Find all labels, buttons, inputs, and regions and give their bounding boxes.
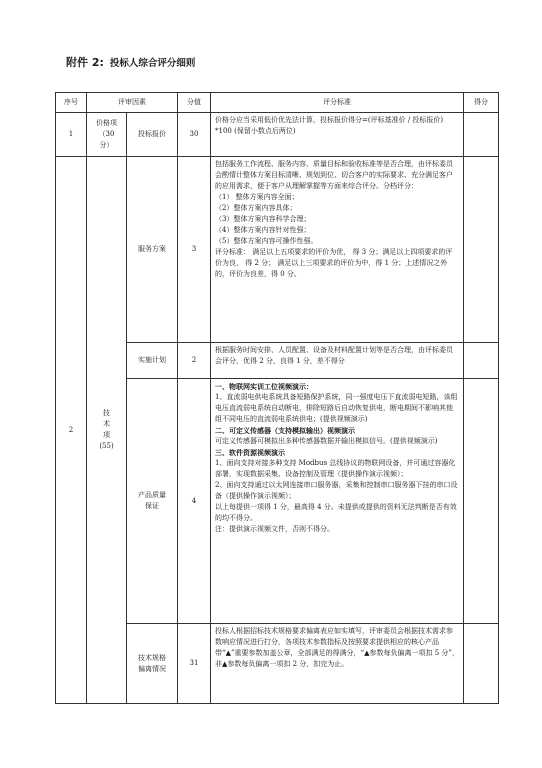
standard-text: 根据服务时间安排、人员配置、设备及材料配置计划等是否合理，由评标委员会评分，优得 2 分，良得 1 分，差不得分 [211,343,464,379]
standard-text: 一、物联网实训工位视频演示： 1、直流弱电供电系统具备短路保护系统，同一强度电压下直流弱电短路，该组电压直流弱电系统自动断电，排除短路后自动恢复供电，断电期间不影响其他组不同电压的直流弱电系统供电；(提供视频演示) 二、可定义传感器（支持模拟输出）视频演示 可定义传感器可模拟出多种传感器数据并输出模拟信号。(提供视频演示) 三、软件资源视频演示 1、面向支持对接多种支持 Modbus 总线协议的物联网设备，并可通过容器化部署，实现数据采集、设备控制及管理（提供操作演示视频）； 2、面向支持通过以太网连接串口服务器，采集和控制串口服务器下挂的串口设备（提供操作演示视频）； 以上每提供一项得 1 分，最高得 4 分。未提供或提供的资料无法判断是否有效的均不得分。 注：提供演示视频文件，否则不得分。 [211,379,464,624]
category-price: 价格项 （30 分） [87,113,127,157]
header-standard: 评分标准 [211,93,464,113]
points-cell[interactable] [464,113,499,157]
score-value: 2 [178,343,211,379]
score-value: 31 [178,624,211,704]
header-index: 序号 [56,93,87,113]
standard-text: 包括服务工作流程、服务内容、质量目标和验收标准等是否合理，由评标委员会酌情计整体方案目标清晰、规划到位、切合客户的实际要求、充分满足客户的应用需求，便于客户从理解掌握等方面来综合评分。分档评分： （1） 整体方案内容全面； （2）整体方案内容具体； （3）整体方案内容科学合理； （4）整体方案内容针对性强； （5）整体方案内容可操作性强。 评分标准： 满足以上五项要求的评价为优， 得 3 分；满足以上四项要求的评价为良， 得 2 分； 满足以上三项要求的评价为中，得 1 分；上述情况之外的，评价为良差，得 0 分。 [211,157,464,343]
category-technical: 技 术 项 (55) [87,157,127,704]
standard-text: 价格分应当采用低价优先法计算，投标报价得分=(评标基准价 / 投标报价) *100 (保留小数点后两位) [211,113,464,157]
factor-quality-assurance: 产品质量 保证 [127,379,178,624]
table-row-service-plan [56,157,499,343]
header-points: 得分 [464,93,499,113]
table-row-price [56,113,499,157]
points-cell[interactable] [464,157,499,343]
factor-technical-deviation: 技术规格 偏离情况 [127,624,178,704]
header-score: 分值 [178,93,211,113]
points-cell[interactable] [464,624,499,704]
score-value: 30 [178,113,211,157]
score-value: 4 [178,379,211,624]
title-main: 附件 2: [66,56,104,69]
standard-text: 投标人根据招标技术规格要求偏离表应如实填写，评审委员会根据技术需求参数响应情况进行打分，各项技术参数指标及按照要求提供相应的核心产品带“▲”重要参数加盖公章，全部满足的得满分，“▲参数每负偏离一项扣 5 分”，非▲参数每负偏离一项扣 2 分，扣完为止。 [211,624,464,704]
header-factor: 评审因素 [87,93,178,113]
factor-service-plan: 服务方案 [127,157,178,343]
table-header-row [56,93,499,113]
points-cell[interactable] [464,379,499,624]
factor-implementation-plan: 实施计划 [127,343,178,379]
row-index: 1 [56,113,87,157]
score-value: 3 [178,157,211,343]
points-cell[interactable] [464,343,499,379]
document-title [66,54,195,70]
scoring-table [55,92,499,704]
row-index: 2 [56,157,87,704]
title-sub: 投标人综合评分细则 [109,58,196,69]
factor-bid-price: 投标报价 [127,113,178,157]
